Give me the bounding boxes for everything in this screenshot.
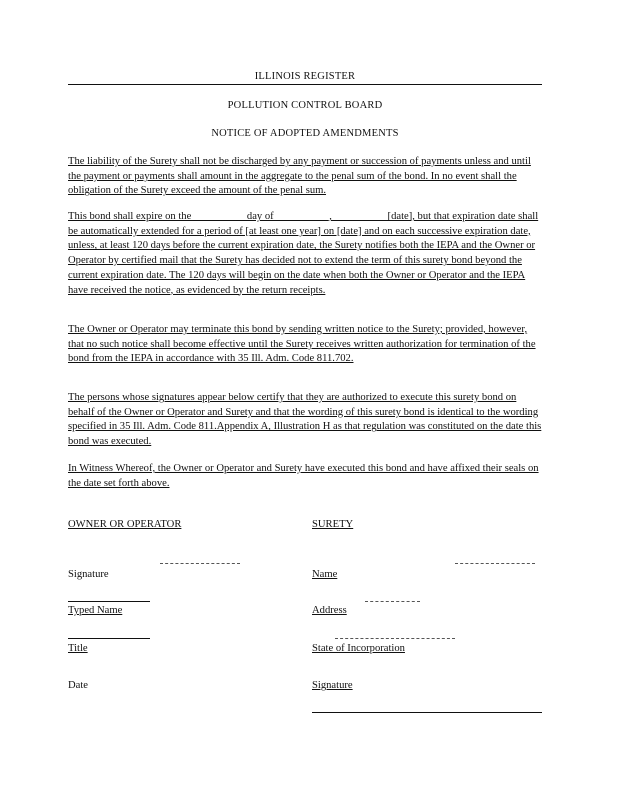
surety-state-label: State of Incorporation	[312, 643, 405, 654]
liability-text: The liability of the Surety shall not be discharged by any payment or succession of payments unless and until the payment or payments shall amount in the aggregate to the penal sum of the bond. In no event shall the obligation of the Surety exceed the amount of the penal sum.	[68, 156, 531, 197]
surety-name-label: Name	[312, 569, 338, 580]
termination-text: The Owner or Operator may terminate this bond by sending written notice to the Surety; provided, however, that no such notice shall become effective until the Surety receives written authorization for termination of the bond from the IEPA in accordance with 35 Ill. Adm. Code 811.702.	[68, 324, 536, 365]
owner-title-label: Title	[68, 643, 88, 654]
surety-heading: SURETY	[312, 519, 354, 530]
owner-typed-name-line	[68, 601, 150, 602]
header-rule	[68, 84, 542, 85]
owner-date-label: Date	[68, 680, 88, 691]
termination-paragraph	[68, 323, 542, 367]
surety-signature-line	[312, 712, 542, 713]
certification-paragraph	[68, 391, 542, 450]
surety-address-line	[365, 601, 420, 602]
surety-state-line	[335, 638, 455, 639]
owner-title-line	[68, 638, 150, 639]
register-title: ILLINOIS REGISTER	[254, 71, 356, 82]
owner-signature-line	[160, 563, 240, 564]
expiration-paragraph	[68, 210, 542, 298]
surety-address-label: Address	[312, 605, 347, 616]
expiration-text: This bond shall expire on the __________day of __________, __________[date], but that expiration date shall be automatically extended for a period of [at least one year] on [date] and on each successive expiration date, unless, at least 120 days before the current expiration date, the Surety notifies both the IEPA and the Owner or Operator by certified mail that the Surety has decided not to extend the term of this surety bond beyond the current expiration date. The 120 days will begin on the date when both the Owner or Operator and the IEPA have received the notice, as evidenced by the return receipts.	[68, 211, 539, 296]
surety-signature-label: Signature	[312, 680, 353, 691]
owner-heading: OWNER OR OPERATOR	[68, 519, 182, 530]
owner-signature-label: Signature	[68, 569, 109, 580]
surety-name-line	[455, 563, 535, 564]
liability-paragraph	[68, 155, 542, 199]
board-title: POLLUTION CONTROL BOARD	[227, 100, 383, 111]
owner-typed-name-label: Typed Name	[68, 605, 123, 616]
witness-text: In Witness Whereof, the Owner or Operator and Surety have executed this bond and have affixed their seals on the date set forth above.	[68, 463, 539, 489]
notice-title: NOTICE OF ADOPTED AMENDMENTS	[211, 128, 399, 139]
witness-paragraph	[68, 462, 542, 491]
certification-text: The persons whose signatures appear below certify that they are authorized to execute this surety bond on behalf of the Owner or Operator and Surety and that the wording of this surety bond is identical to the wording specified in 35 Ill. Adm. Code 811.Appendix A, Illustration H as that regulation was constituted on the date this bond was executed.	[68, 392, 542, 448]
